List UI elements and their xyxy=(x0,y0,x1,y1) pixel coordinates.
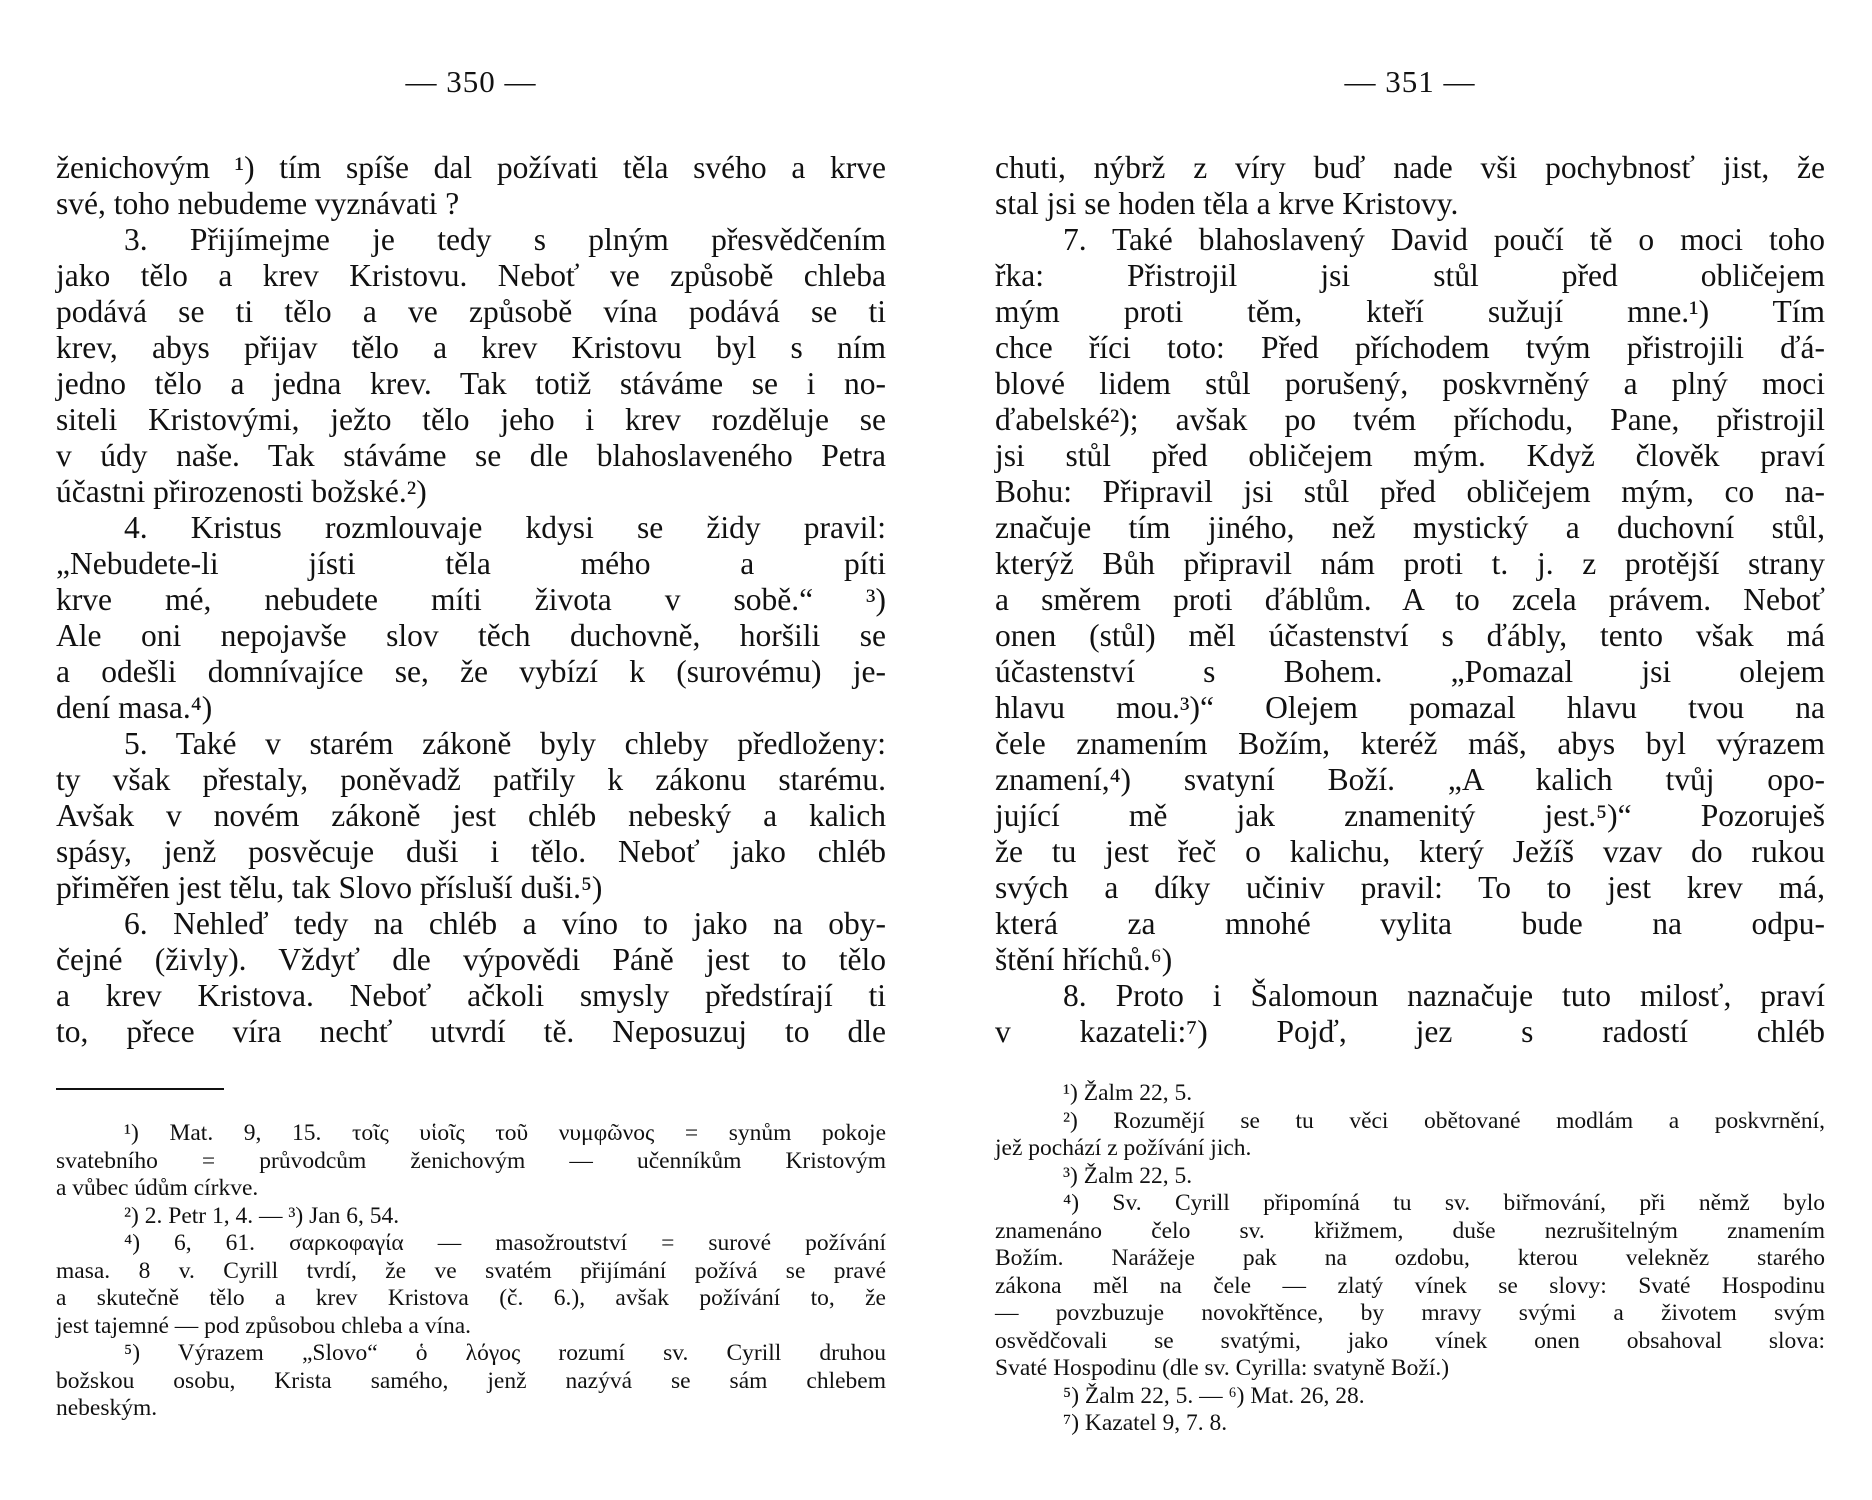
footnote-line: ²) Rozumějí se tu věci obětované modlám a poskvrnění, xyxy=(1063,1107,1825,1134)
text-line: 3. Přijímejme je tedy s plným přesvědčením xyxy=(124,222,886,257)
text-line: jsi stůl před obličejem mým. Když člověk praví xyxy=(995,438,1825,473)
text-line: své, toho nebudeme vyznávati ? xyxy=(56,186,460,221)
text-line: ty však přestaly, poněvadž patřily k zákonu starému. xyxy=(56,762,886,797)
footnote-line: ¹) Mat. 9, 15. τοῖς υἱοῖς τοῦ νυμφῶνος = synům pokoje xyxy=(124,1120,886,1146)
footnote-line: ⁴) 6, 61. σαρκοφαγία — masožroutství = surové požívání xyxy=(124,1230,886,1256)
footnote-line: a vůbec údům církve. xyxy=(56,1175,259,1201)
text-line: podává se ti tělo a ve způsobě vína podává se ti xyxy=(56,294,886,329)
text-line: mým proti těm, kteří sužují mne.¹) Tím xyxy=(995,294,1825,329)
footnote-line: osvědčovali se svatými, jako vínek onen obsahoval slova: xyxy=(995,1327,1825,1354)
text-line: a odešli domnívajíce se, že vybízí k (surovému) je- xyxy=(56,654,886,689)
text-line: krev, abys přijav tělo a krev Kristovu byl s ním xyxy=(56,330,886,365)
footnote-line: jež pochází z požívání jich. xyxy=(995,1135,1252,1161)
text-line: a krev Kristova. Neboť ačkoli smysly předstírají ti xyxy=(56,978,886,1013)
text-line: ďabelské²); avšak po tvém příchodu, Pane, přistrojil xyxy=(995,402,1825,437)
text-line: hlavu mou.³)“ Olejem pomazal hlavu tvou na xyxy=(995,690,1825,725)
footnotes xyxy=(995,1080,1825,1438)
footnote-line: ⁷) Kazatel 9, 7. 8. xyxy=(1063,1410,1228,1436)
footnote-line: zákona měl na čele — zlatý vínek se slovy: Svaté Hospodinu xyxy=(995,1272,1825,1299)
text-line: čele znamením Božím, kteréž máš, abys byl výrazem xyxy=(995,726,1825,761)
footnote-line: božskou osobu, Krista samého, jenž nazývá se sám chlebem xyxy=(56,1367,886,1394)
footnotes xyxy=(56,1120,886,1423)
page-number: — 351 — xyxy=(1344,64,1476,99)
text-line: přiměřen jest tělu, tak Slovo přísluší duši.⁵) xyxy=(56,870,603,905)
text-line: to, přece víra nechť utvrdí tě. Neposuzuj to dle xyxy=(56,1014,886,1049)
text-line: řka: Přistrojil jsi stůl před obličejem xyxy=(995,258,1825,293)
footnote-line: ¹) Žalm 22, 5. xyxy=(1063,1080,1193,1106)
text-line: která za mnohé vylita bude na odpu- xyxy=(995,906,1825,941)
text-line: v údy naše. Tak stáváme se dle blahoslaveného Petra xyxy=(56,438,886,473)
text-line: 6. Nehleď tedy na chléb a víno to jako na oby- xyxy=(124,906,886,941)
footnote-line: ⁵) Žalm 22, 5. — ⁶) Mat. 26, 28. xyxy=(1063,1382,1365,1409)
footnote-line: ⁴) Sv. Cyrill připomíná tu sv. biřmování, při němž bylo xyxy=(1063,1190,1825,1216)
footnote-line: a skutečně tělo a krev Kristova (č. 6.), avšak požívání to, že xyxy=(56,1285,886,1311)
text-line: spásy, jenž posvěcuje duši i tělo. Neboť jako chléb xyxy=(56,834,886,869)
text-line: jující mě jak znamenitý jest.⁵)“ Pozoruješ xyxy=(995,798,1825,833)
footnote-line: znamenáno čelo sv. křižmem, duše nezrušitelným znamením xyxy=(995,1217,1825,1244)
footnote-line: ⁵) Výrazem „Slovo“ ὁ λόγος rozumí sv. Cyrill druhou xyxy=(124,1340,886,1366)
text-line: čejné (živly). Vždyť dle výpovědi Páně jest to tělo xyxy=(56,942,886,977)
footnote-divider xyxy=(56,1088,224,1090)
text-line: účastenství s Bohem. „Pomazal jsi olejem xyxy=(995,654,1825,689)
page-number: — 350 — xyxy=(405,64,537,99)
body-text xyxy=(995,150,1825,1050)
footnote-line: nebeským. xyxy=(56,1395,158,1421)
text-line: dení masa.⁴) xyxy=(56,690,213,725)
text-line: Ale oni nepojavše slov těch duchovně, horšili se xyxy=(56,618,886,653)
text-line: 7. Také blahoslavený David poučí tě o moci toho xyxy=(1063,222,1825,257)
footnote-line: jest tajemné — pod způsobou chleba a vína. xyxy=(56,1312,472,1339)
text-line: 4. Kristus rozmlouvaje kdysi se židy pravil: xyxy=(124,510,886,545)
text-line: v kazateli:⁷) Pojď, jez s radostí chléb xyxy=(995,1014,1825,1049)
text-line: onen (stůl) měl účastenství s ďábly, tento však má xyxy=(995,618,1825,653)
text-line: Bohu: Připravil jsi stůl před obličejem mým, co na- xyxy=(995,474,1825,509)
footnote-line: Božím. Narážeje pak na ozdobu, kterou velekněz starého xyxy=(995,1245,1825,1271)
text-line: „Nebudete-li jísti těla mého a píti xyxy=(56,546,886,581)
text-line: svých a díky učiniv pravil: To to jest krev má, xyxy=(995,870,1825,905)
footnote-line: masa. 8 v. Cyrill tvrdí, že ve svatém přijímání požívá se pravé xyxy=(56,1257,886,1284)
right-page xyxy=(995,0,1825,1500)
body-text xyxy=(56,150,886,1050)
text-line: chuti, nýbrž z víry buď nade vši pochybnosť jist, že xyxy=(995,150,1825,185)
text-line: kterýž Bůh připravil nám proti t. j. z protější strany xyxy=(995,546,1825,581)
text-line: siteli Kristovými, ježto tělo jeho i krev rozděluje se xyxy=(56,402,886,437)
text-line: stal jsi se hoden těla a krve Kristovy. xyxy=(995,186,1459,221)
text-line: ženichovým ¹) tím spíše dal požívati těla svého a krve xyxy=(56,150,886,185)
text-line: jako tělo a krev Kristovu. Neboť ve způsobě chleba xyxy=(56,258,886,293)
text-line: značuje tím jiného, než mystický a duchovní stůl, xyxy=(995,510,1825,545)
text-line: účastni přirozenosti božské.²) xyxy=(56,474,427,509)
footnote-line: ²) 2. Petr 1, 4. — ³) Jan 6, 54. xyxy=(124,1202,400,1229)
text-line: štění hříchů.⁶) xyxy=(995,942,1173,977)
text-line: chce říci toto: Před příchodem tvým přistrojili ďá- xyxy=(995,330,1825,365)
text-line: že tu jest řeč o kalichu, který Ježíš vzav do rukou xyxy=(995,834,1825,869)
text-line: jedno tělo a jedna krev. Tak totiž stáváme se i no- xyxy=(56,366,886,401)
text-line: blové lidem stůl porušený, poskvrněný a plný moci xyxy=(995,366,1825,401)
text-line: 5. Také v starém zákoně byly chleby předloženy: xyxy=(124,726,886,761)
footnote-line: ³) Žalm 22, 5. xyxy=(1063,1162,1193,1189)
text-line: Avšak v novém zákoně jest chléb nebeský a kalich xyxy=(56,798,886,833)
text-line: 8. Proto i Šalomoun naznačuje tuto milosť, praví xyxy=(1063,978,1825,1013)
footnote-line: — povzbuzuje novokřtěnce, by mravy svými a životem svým xyxy=(995,1300,1825,1326)
footnote-line: svatebního = průvodcům ženichovým — učenníkům Kristovým xyxy=(56,1147,886,1174)
left-page xyxy=(56,0,886,1500)
footnote-line: Svaté Hospodinu (dle sv. Cyrilla: svatyně Boží.) xyxy=(995,1355,1450,1381)
text-line: krve mé, nebudete míti života v sobě.“ ³) xyxy=(56,582,886,617)
text-line: a směrem proti ďáblům. A to zcela právem. Neboť xyxy=(995,582,1825,617)
text-line: znamení,⁴) svatyní Boží. „A kalich tvůj opo- xyxy=(995,762,1825,797)
